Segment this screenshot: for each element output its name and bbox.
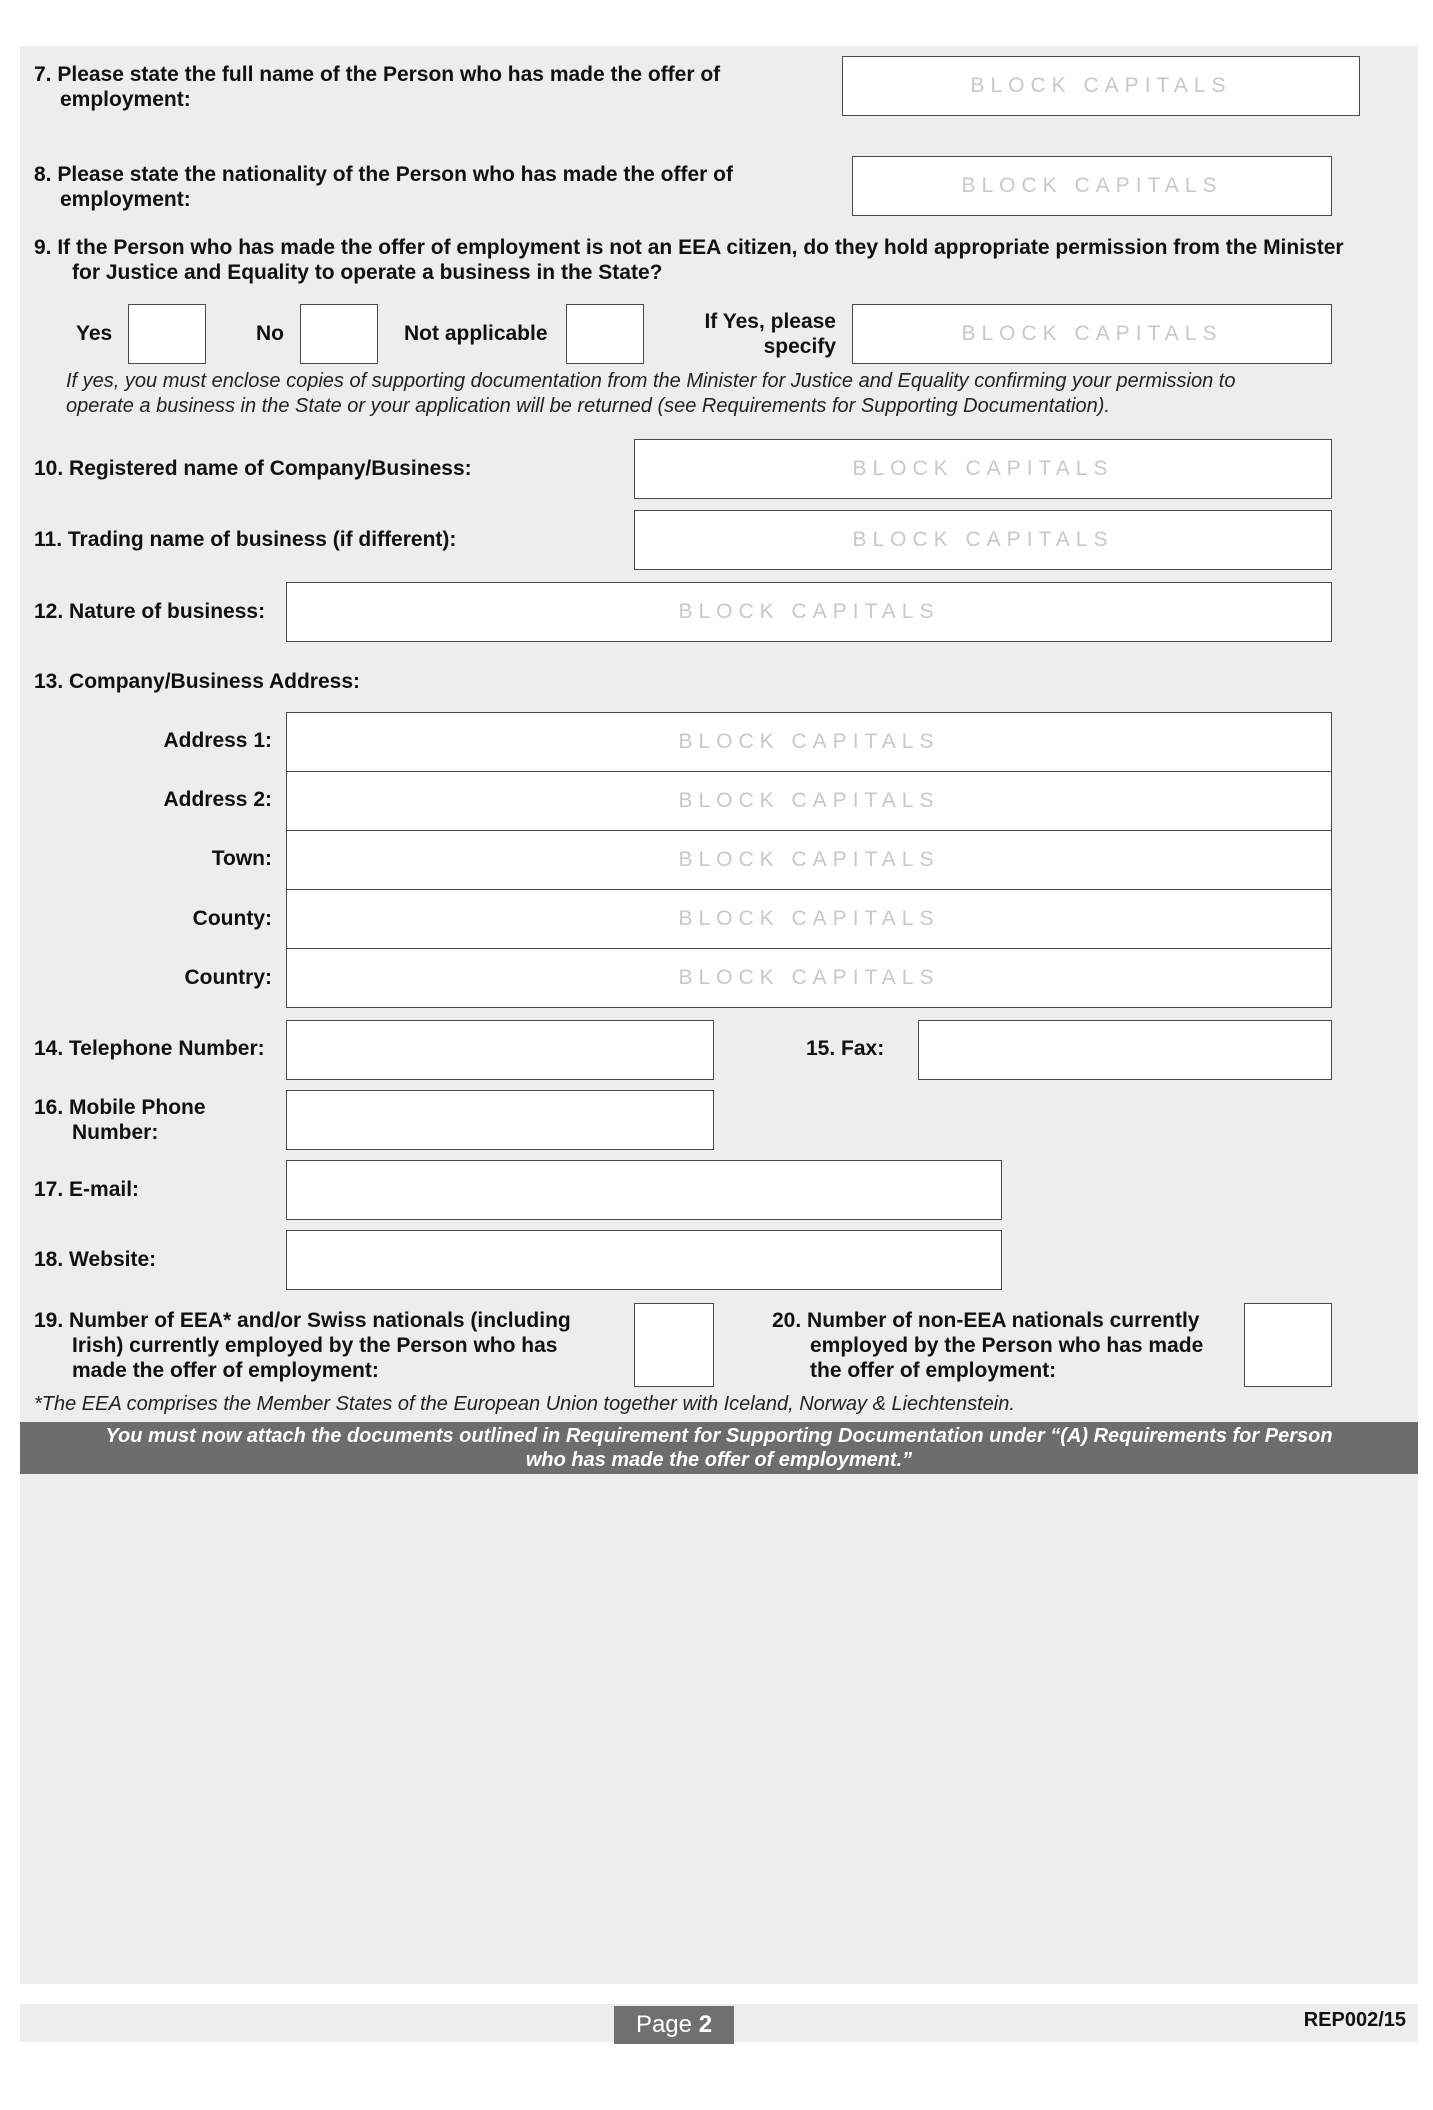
q20-label-line2: employed by the Person who has made [810, 1334, 1204, 1357]
q7-label [34, 62, 720, 112]
q7-label-line2: employment: [60, 88, 191, 111]
nature-of-business-input[interactable]: BLOCK CAPITALS [286, 582, 1332, 642]
q20-label [772, 1308, 1203, 1383]
q16-label-line2: Number: [72, 1121, 159, 1144]
page-num: 2 [698, 2011, 713, 2038]
permission-note-line2: operate a business in the State or your application will be returned (see Requirements for Supporting Documentation). [66, 395, 1110, 417]
q12-label: 12. Nature of business: [34, 600, 266, 623]
no-checkbox[interactable] [300, 304, 378, 364]
banner-text [105, 1424, 1332, 1472]
q20-label-line3: the offer of employment: [810, 1359, 1057, 1382]
website-input[interactable] [286, 1230, 1002, 1290]
telephone-input[interactable] [286, 1020, 714, 1080]
fax-input[interactable] [918, 1020, 1332, 1080]
q16-label [34, 1095, 206, 1145]
trading-name-input[interactable]: BLOCK CAPITALS [634, 510, 1332, 570]
town-label: Town: [211, 847, 272, 870]
specify-label [680, 309, 836, 359]
address1-input[interactable]: BLOCK CAPITALS [286, 712, 1332, 772]
q20-label-line1: 20. Number of non-EEA nationals currently [772, 1309, 1200, 1332]
page-word: Page [635, 2011, 693, 2038]
county-input[interactable]: BLOCK CAPITALS [286, 889, 1332, 949]
nationality-input[interactable]: BLOCK CAPITALS [852, 156, 1332, 216]
q19-label-line3: made the offer of employment: [72, 1359, 379, 1382]
yes-checkbox[interactable] [128, 304, 206, 364]
not-applicable-checkbox[interactable] [566, 304, 644, 364]
q19-label [34, 1308, 571, 1383]
q9-label-line1: 9. If the Person who has made the offer of employment is not an EEA citizen, do they hold appropriate permission from the Minister [34, 236, 1344, 259]
q13-label: 13. Company/Business Address: [34, 670, 360, 693]
banner-line2: who has made the offer of employment.” [525, 1449, 913, 1471]
country-label: Country: [184, 966, 272, 989]
eea-count-input[interactable] [634, 1303, 714, 1387]
country-input[interactable]: BLOCK CAPITALS [286, 948, 1332, 1008]
banner-line1: You must now attach the documents outlined in Requirement for Supporting Documentation under “(A) Requirements for Person [105, 1425, 1333, 1447]
email-input[interactable] [286, 1160, 1002, 1220]
q19-label-line2: Irish) currently employed by the Person who has [72, 1334, 558, 1357]
q9-label-line2: for Justice and Equality to operate a business in the State? [72, 261, 663, 284]
permission-note [66, 369, 1235, 419]
q8-label-line2: employment: [60, 188, 191, 211]
specify-input[interactable]: BLOCK CAPITALS [852, 304, 1332, 364]
q8-label [34, 162, 733, 212]
address2-input[interactable]: BLOCK CAPITALS [286, 771, 1332, 831]
q9-label [34, 235, 1344, 285]
q19-label-line1: 19. Number of EEA* and/or Swiss nationals (including [34, 1309, 571, 1332]
registered-name-input[interactable]: BLOCK CAPITALS [634, 439, 1332, 499]
q10-label: 10. Registered name of Company/Business: [34, 457, 472, 480]
q16-label-line1: 16. Mobile Phone [34, 1096, 206, 1119]
q17-label: 17. E-mail: [34, 1178, 140, 1201]
q14-label: 14. Telephone Number: [34, 1037, 265, 1060]
mobile-phone-input[interactable] [286, 1090, 714, 1150]
not-applicable-label: Not applicable [404, 322, 548, 345]
q11-label: 11. Trading name of business (if different): [34, 528, 457, 551]
town-input[interactable]: BLOCK CAPITALS [286, 830, 1332, 890]
county-label: County: [192, 907, 272, 930]
q15-label: 15. Fax: [806, 1037, 885, 1060]
yes-label: Yes [76, 322, 113, 345]
non-eea-count-input[interactable] [1244, 1303, 1332, 1387]
address1-label: Address 1: [163, 729, 272, 752]
q8-label-line1: 8. Please state the nationality of the Person who has made the offer of [34, 163, 733, 186]
page-number [614, 2006, 734, 2044]
specify-label-line2: specify [763, 335, 836, 358]
eea-note: *The EEA comprises the Member States of the European Union together with Iceland, Norway & Liechtenstein. [34, 1393, 1015, 1415]
no-label: No [256, 322, 284, 345]
address2-label: Address 2: [163, 788, 272, 811]
specify-label-line1: If Yes, please [704, 310, 836, 333]
form-reference: REP002/15 [1303, 2009, 1406, 2031]
q7-label-line1: 7. Please state the full name of the Person who has made the offer of [34, 63, 721, 86]
permission-note-line1: If yes, you must enclose copies of supporting documentation from the Minister for Justice and Equality confirming your permission to [66, 370, 1236, 392]
attach-documents-banner [20, 1422, 1418, 1474]
full-name-input[interactable]: BLOCK CAPITALS [842, 56, 1360, 116]
q18-label: 18. Website: [34, 1248, 157, 1271]
